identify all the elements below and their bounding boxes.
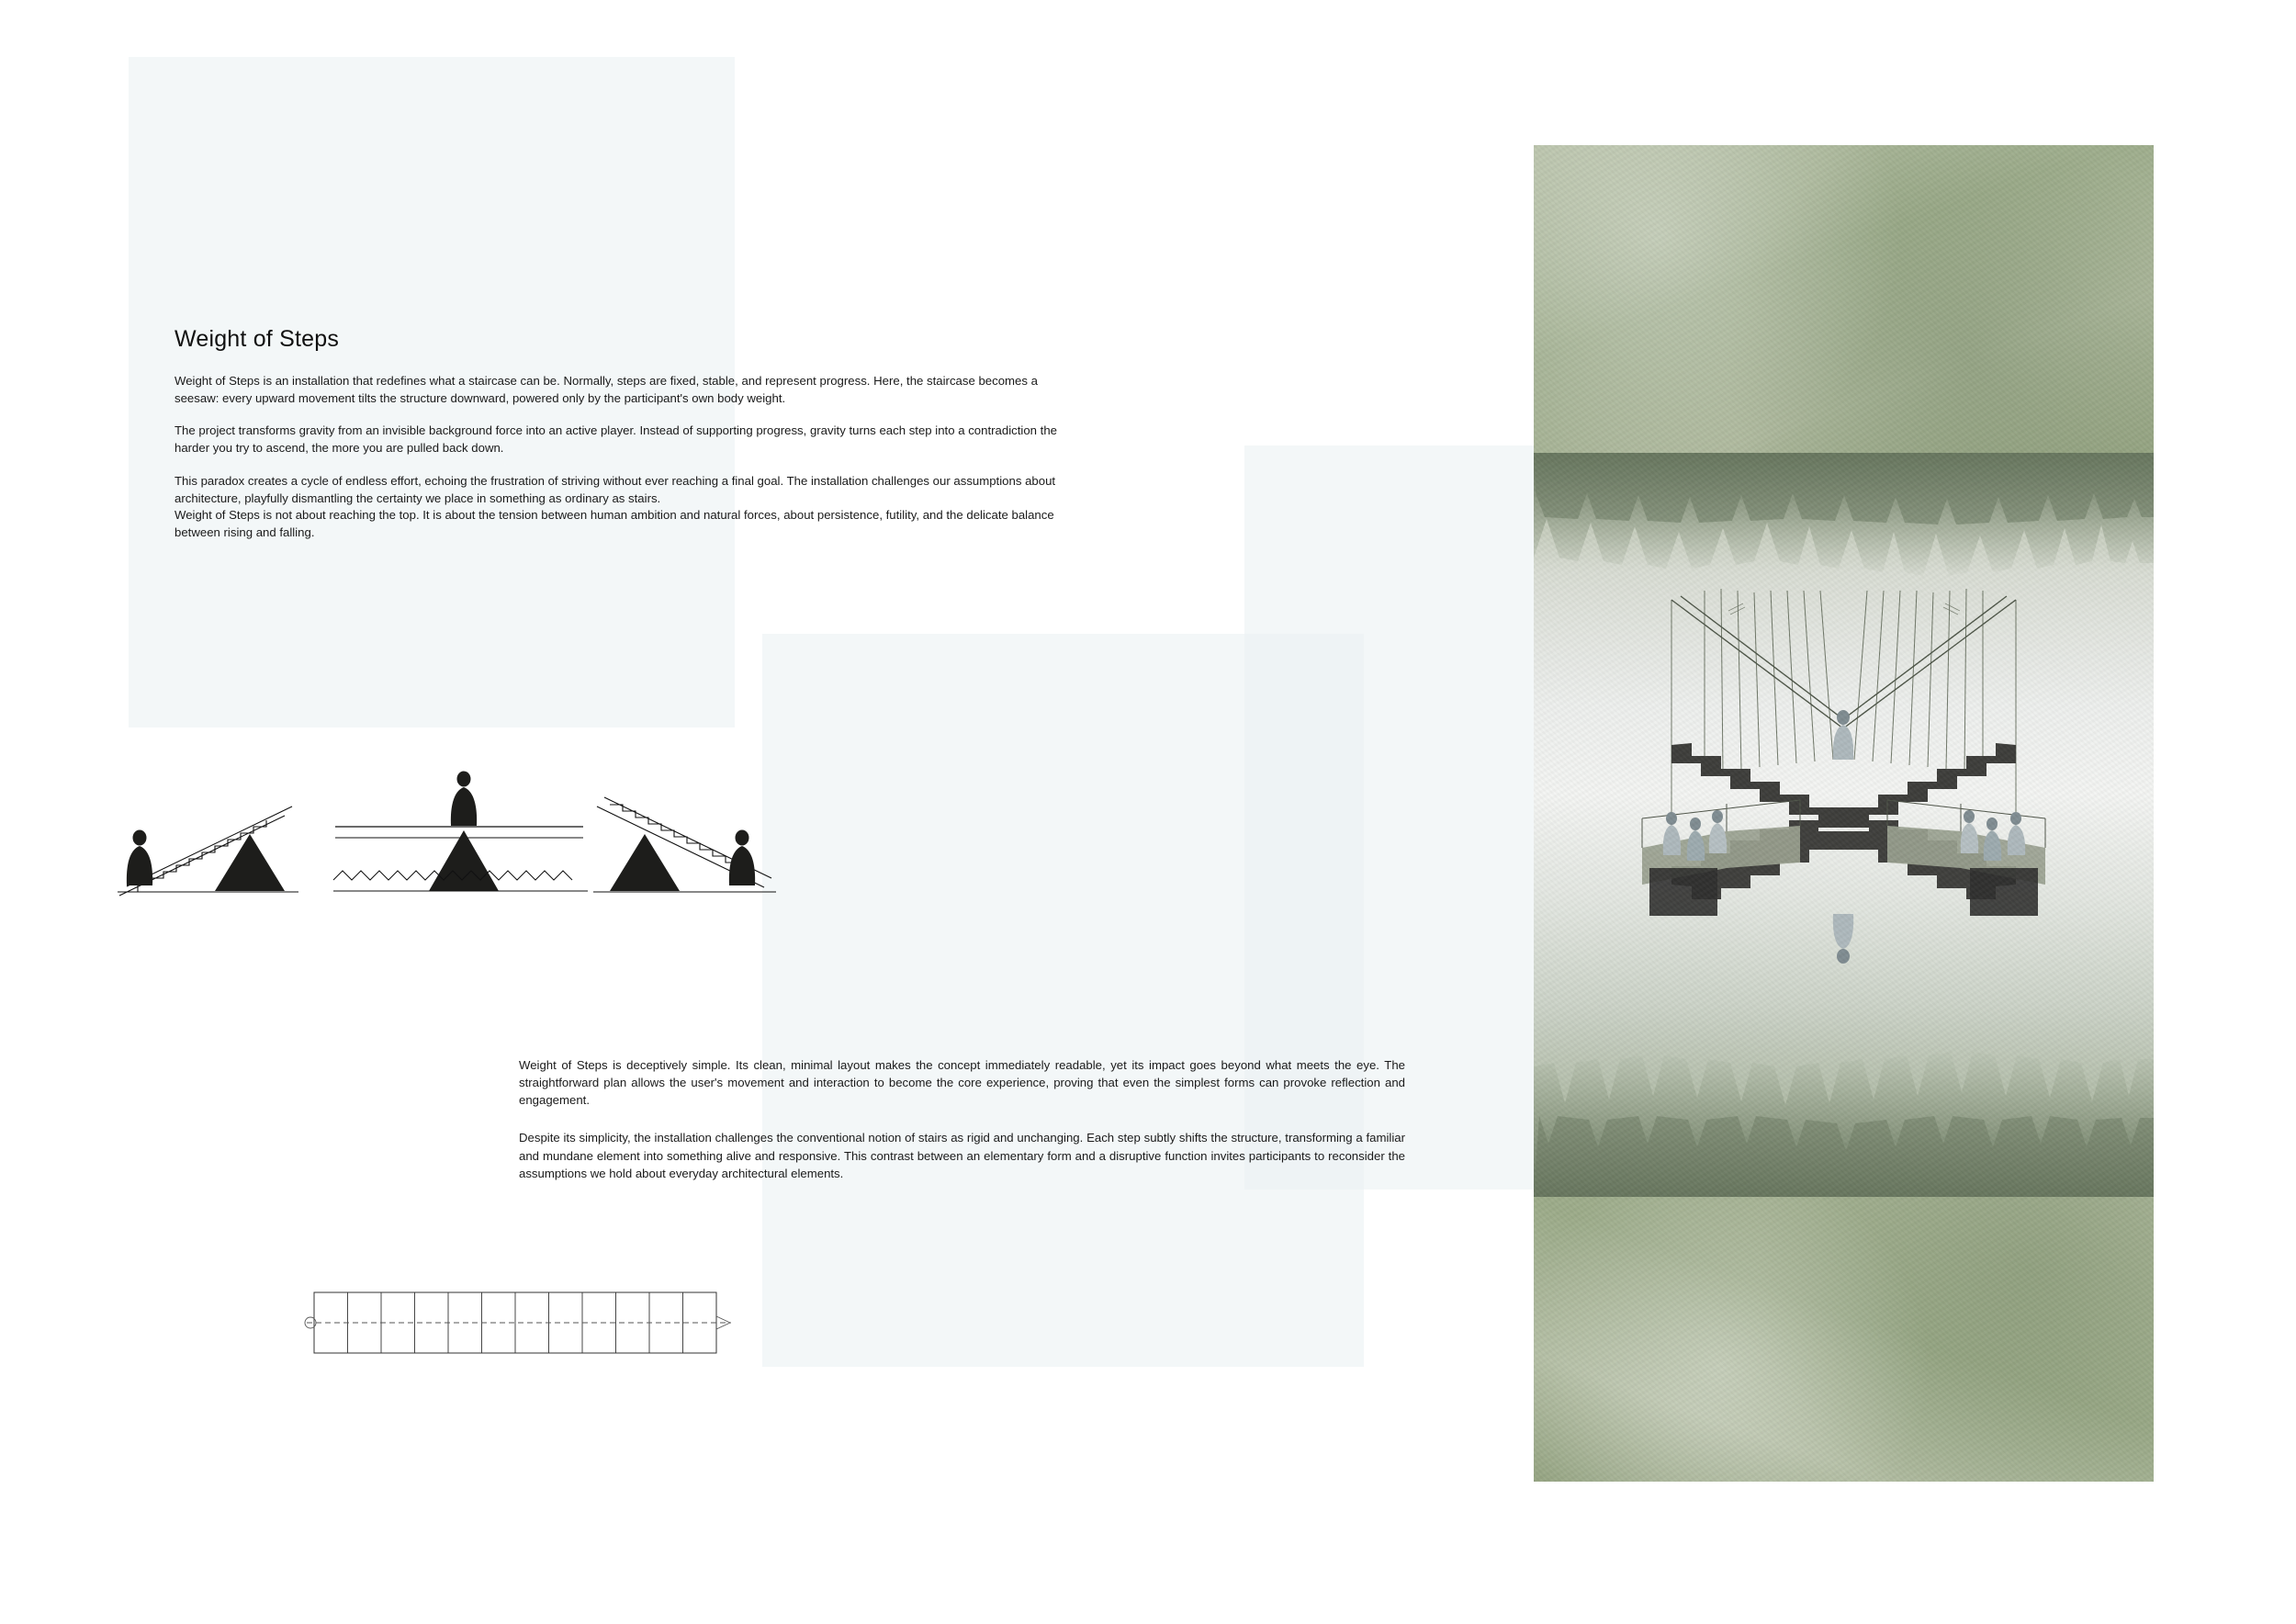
intro-paragraph-3: This paradox creates a cycle of endless effort, echoing the frustration of striving without ever reaching a final goal. The installation challenges our assumptions about architecture, playfully dismantling the certainty we place in something as ordinary as stairs. [174, 473, 1056, 505]
render-band-forest-mirror [1534, 453, 2154, 1197]
human-figure [451, 772, 477, 827]
dimension-marks [1728, 603, 1960, 615]
stair-arm-upper-left [1671, 743, 1843, 828]
figure-left-a [1663, 812, 1681, 855]
seesaw-state-tilt-right [593, 797, 776, 892]
intro-paragraph-1: Weight of Steps is an installation that redefines what a staircase can be. Normally, steps are fixed, stable, and represent progress. Here, the staircase becomes a seesaw: every upward movement tilts the structure downward, powered only by the participant's own body weight. [174, 374, 1038, 405]
render-band-texture-bottom [1534, 1197, 2154, 1482]
figure-reflected [1833, 914, 1853, 964]
figure-center [1833, 710, 1853, 760]
render-band-texture-top [1534, 145, 2154, 453]
secondary-paragraph-1: Weight of Steps is deceptively simple. Its clean, minimal layout makes the concept immediately readable, yet its impact goes beyond what meets the eye. The straightforward plan allows the user's movement and interaction to become the core experience, proving that even the simplest forms can provoke reflection and engagement. [519, 1058, 1405, 1108]
installation-structure [1642, 743, 2045, 916]
main-cable [1671, 596, 2016, 728]
intro-paragraph-4: Weight of Steps is not about reaching the top. It is about the tension between human ambition and natural forces, about persistence, futility, and the delicate balance between rising and falling. [174, 508, 1054, 540]
secondary-paragraph-2: Despite its simplicity, the installation challenges the conventional notion of stairs as rigid and unchanging. Each step subtly shifts the structure, transforming a familiar and mundane element into something alive and responsive. This contrast between an elementary form and a disruptive function invites participants to reconsider the assumptions we hold about everyday architectural elements. [519, 1131, 1405, 1180]
stair-arm-upper-right [1843, 743, 2016, 828]
intro-text-block [174, 326, 1075, 558]
platform-supports [1649, 868, 2038, 916]
seesaw-sequence-diagram [110, 762, 900, 937]
human-figure [127, 830, 152, 886]
figure-right-c [1961, 810, 1978, 853]
figure-left-b [1687, 818, 1705, 861]
fulcrum-triangle [610, 834, 680, 891]
texture-grain-overlay-bottom [1534, 1197, 2154, 1482]
secondary-text-block [519, 1056, 1405, 1202]
figure-right-b [1984, 818, 2001, 861]
forest-installation-render [1534, 145, 2154, 1482]
fulcrum-triangle [215, 834, 285, 891]
fulcrum-triangle [429, 830, 499, 891]
page-title: Weight of Steps [174, 326, 340, 352]
figure-left-c [1709, 810, 1727, 853]
figure-right-a [2008, 812, 2025, 855]
stair-plan-drawing [303, 1272, 735, 1373]
seesaw-state-balanced [333, 772, 588, 892]
intro-paragraph-2: The project transforms gravity from an invisible background force into an active player. Instead of supporting progress, gravity turns each step into a contradiction the harder you try to ascend, the more you are pulled back down. [174, 423, 1057, 456]
human-figure [729, 830, 755, 886]
seesaw-state-tilt-left [118, 806, 298, 896]
texture-grain-overlay [1534, 145, 2154, 453]
